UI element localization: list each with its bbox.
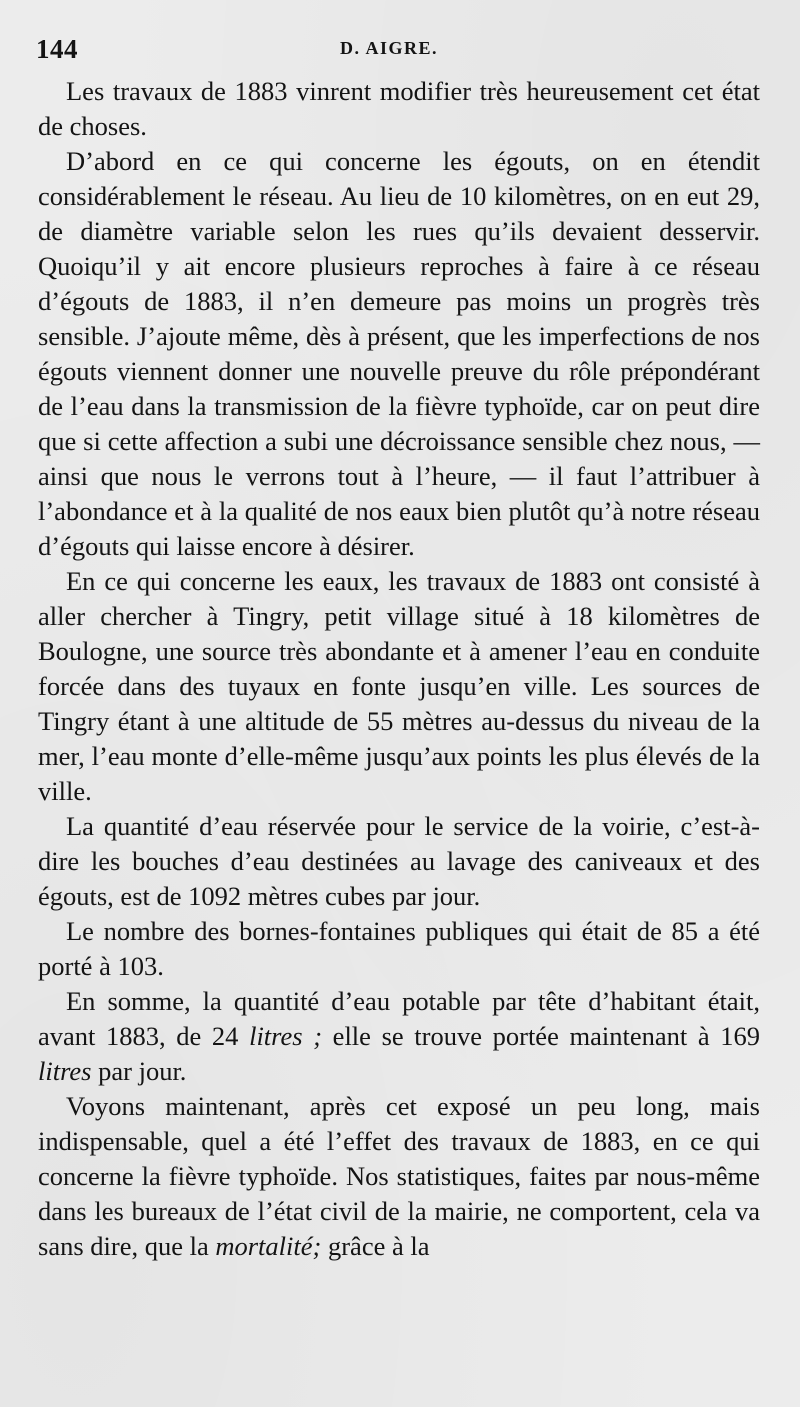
page-header [36, 34, 756, 68]
page-number: 144 [36, 34, 78, 64]
italic-text: mortalité; [215, 1231, 322, 1261]
paragraph-text: Voyons maintenant, après cet exposé un peu long, mais indispensable, quel a été l’effet des travaux de 1883, en ce qui concerne la fièvre typhoïde. Nos statistiques, faites par nous-même dans les bureaux de l’état civil de la mairie, ne comportent, cela va sans dire, que la [38, 1091, 760, 1261]
italic-text: litres [38, 1056, 92, 1086]
paragraph-fievre-typhoide [38, 1089, 760, 1264]
paragraph-text: par jour. [91, 1056, 187, 1086]
paragraph-egouts: D’abord en ce qui concerne les égouts, on en étendit considérablement le réseau. Au lieu de 10 kilomètres, on en eut 29, de diamètre variable selon les rues qu’ils devaient desservir. Quoiqu’il y ait encore plusieurs reproches à faire à ce réseau d’égouts de 1883, il n’en demeure pas moins un progrès très sensible. J’ajoute même, dès à présent, que les imperfections de nos égouts viennent donner une nouvelle preuve du rôle prépondérant de l’eau dans la transmission de la fièvre typhoïde, car on peut dire que si cette affection a subi une décroissance sensible chez nous, — ainsi que nous le verrons tout à l’heure, — il faut l’attribuer à l’abondance et à la qualité de nos eaux bien plutôt qu’à notre réseau d’égouts qui laisse encore à désirer. [38, 146, 760, 561]
paragraph-quantite-voirie: La quantité d’eau réservée pour le service de la voirie, c’est-à-dire les bouches d’eau destinées au lavage des caniveaux et des égouts, est de 1092 mètres cubes par jour. [38, 811, 760, 911]
paragraph-text: En somme, la quantité d’eau potable par tête d’habitant était, avant 1883, de 24 [38, 986, 760, 1051]
body-text [38, 74, 760, 1264]
paragraph-eaux-tingry: En ce qui concerne les eaux, les travaux de 1883 ont consisté à aller chercher à Tingry, petit village situé à 18 kilomètres de Boulogne, une source très abondante et à amener l’eau en conduite forcée dans des tuyaux en fonte jusqu’en ville. Les sources de Tingry étant à une altitude de 55 mètres au-dessus du niveau de la mer, l’eau monte d’elle-même jusqu’aux points les plus élevés de la ville. [38, 566, 760, 806]
running-head: D. AIGRE. [340, 38, 439, 58]
paragraph-text: grâce à la [321, 1231, 430, 1261]
paragraph-eau-potable [38, 984, 760, 1089]
paragraph-bornes-fontaines: Le nombre des bornes-fontaines publiques qui était de 85 a été porté à 103. [38, 916, 760, 981]
italic-text: litres ; [249, 1021, 323, 1051]
paragraph-text: elle se trouve portée maintenant à 169 [322, 1021, 760, 1051]
paragraph-travaux-1883: Les travaux de 1883 vinrent modifier très heureusement cet état de choses. [38, 76, 760, 141]
